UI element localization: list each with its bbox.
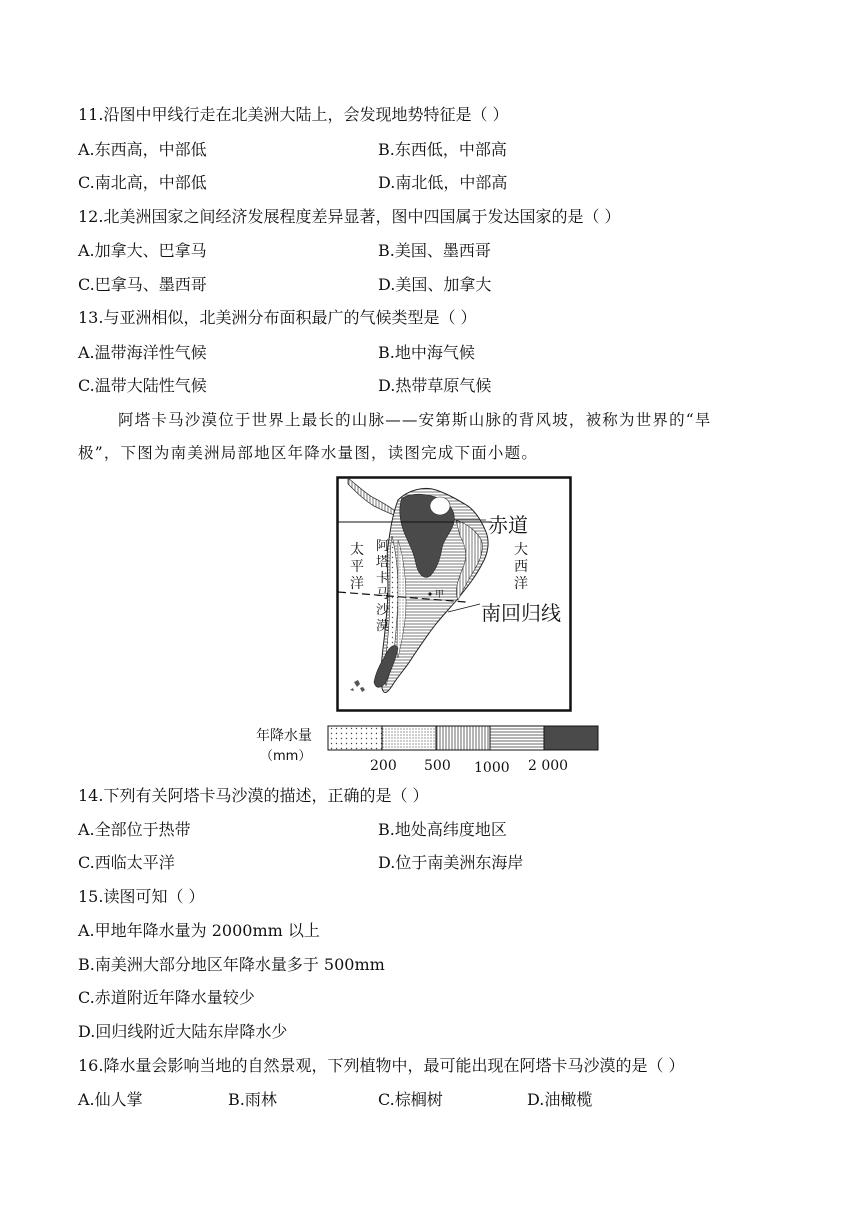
equator-label: 赤道 bbox=[488, 513, 528, 537]
q15-option-c: C.赤道附近年降水量较少 bbox=[78, 988, 255, 1007]
intro-line-1: 阿塔卡马沙漠位于世界上最长的山脉——安第斯山脉的背风坡，被称为世界的“旱 bbox=[118, 411, 712, 429]
q16-option-d: D.油橄榄 bbox=[527, 1090, 593, 1109]
q11-option-a: A.东西高，中部低 bbox=[78, 140, 207, 159]
atlantic-label-1: 大 bbox=[514, 542, 528, 558]
q13-option-d: D.热带草原气候 bbox=[378, 376, 492, 395]
legend-tick-500: 500 bbox=[424, 758, 451, 774]
q12-stem: 12.北美洲国家之间经济发展程度差异显著，图中四国属于发达国家的是（ ） bbox=[78, 207, 621, 226]
legend-swatch-200-500 bbox=[382, 726, 436, 750]
precipitation-legend bbox=[250, 722, 610, 778]
legend-swatch-gt2000 bbox=[544, 726, 598, 750]
q14-option-c: C.西临太平洋 bbox=[78, 853, 175, 872]
q13-option-a: A.温带海洋性气候 bbox=[78, 343, 207, 362]
pacific-label-1: 太 bbox=[350, 542, 364, 558]
atlantic-label-3: 洋 bbox=[514, 576, 528, 592]
desert-label-6: 漠 bbox=[376, 619, 390, 634]
point-jia-label: 甲 bbox=[435, 590, 445, 600]
legend-swatch-lt200 bbox=[328, 726, 382, 750]
desert-label-4: 马 bbox=[376, 587, 390, 602]
point-jia bbox=[428, 592, 431, 595]
legend-tick-200: 200 bbox=[370, 758, 397, 774]
q16-option-a: A.仙人掌 bbox=[78, 1090, 143, 1109]
q14-stem: 14.下列有关阿塔卡马沙漠的描述，正确的是（ ） bbox=[78, 786, 429, 805]
desert-label-1: 阿 bbox=[376, 539, 390, 554]
q11-stem: 11.沿图中甲线行走在北美洲大陆上，会发现地势特征是（ ） bbox=[78, 105, 509, 124]
legend-swatch-500-1000 bbox=[436, 726, 490, 750]
desert-label-3: 卡 bbox=[376, 571, 390, 586]
q16-option-b: B.雨林 bbox=[228, 1090, 277, 1109]
q14-option-a: A.全部位于热带 bbox=[78, 820, 191, 839]
q13-option-c: C.温带大陆性气候 bbox=[78, 376, 207, 395]
tropic-label: 南回归线 bbox=[481, 601, 561, 625]
legend-tick-2000: 2 000 bbox=[528, 758, 569, 774]
q11-option-d: D.南北低，中部高 bbox=[378, 173, 508, 192]
legend-swatch-1000-2000 bbox=[490, 726, 544, 750]
lake-area bbox=[430, 497, 450, 515]
q12-option-c: C.巴拿马、墨西哥 bbox=[78, 275, 207, 294]
legend-title: 年降水量 bbox=[256, 728, 312, 744]
desert-label-5: 沙 bbox=[376, 603, 390, 618]
q15-option-a: A.甲地年降水量为 2000mm 以上 bbox=[78, 921, 320, 940]
pacific-label-3: 洋 bbox=[350, 576, 364, 592]
q15-option-b: B.南美洲大部分地区年降水量多于 500mm bbox=[78, 955, 385, 974]
q13-option-b: B.地中海气候 bbox=[378, 343, 475, 362]
q15-stem: 15.读图可知（ ） bbox=[78, 887, 205, 906]
q11-option-c: C.南北高，中部低 bbox=[78, 173, 207, 192]
desert-label-2: 塔 bbox=[376, 555, 390, 570]
q11-option-b: B.东西低，中部高 bbox=[378, 140, 507, 159]
pacific-label-2: 平 bbox=[350, 559, 364, 575]
precipitation-map bbox=[336, 476, 572, 712]
q12-option-a: A.加拿大、巴拿马 bbox=[78, 241, 207, 260]
q13-stem: 13.与亚洲相似，北美洲分布面积最广的气候类型是（ ） bbox=[78, 308, 477, 327]
q15-option-d: D.回归线附近大陆东岸降水少 bbox=[78, 1022, 288, 1041]
q12-option-b: B.美国、墨西哥 bbox=[378, 241, 491, 260]
legend-tick-1000: 1000 bbox=[474, 760, 510, 776]
q14-option-b: B.地处高纬度地区 bbox=[378, 820, 507, 839]
q12-option-d: D.美国、加拿大 bbox=[378, 275, 492, 294]
q16-option-c: C.棕榈树 bbox=[378, 1090, 443, 1109]
q16-stem: 16.降水量会影响当地的自然景观，下列植物中，最可能出现在阿塔卡马沙漠的是（ ） bbox=[78, 1056, 685, 1075]
intro-line-2: 极”，下图为南美洲局部地区年降水量图，读图完成下面小题。 bbox=[78, 444, 539, 462]
atlantic-label-2: 西 bbox=[514, 559, 528, 575]
legend-unit: （mm） bbox=[260, 749, 312, 764]
q14-option-d: D.位于南美洲东海岸 bbox=[378, 853, 524, 872]
